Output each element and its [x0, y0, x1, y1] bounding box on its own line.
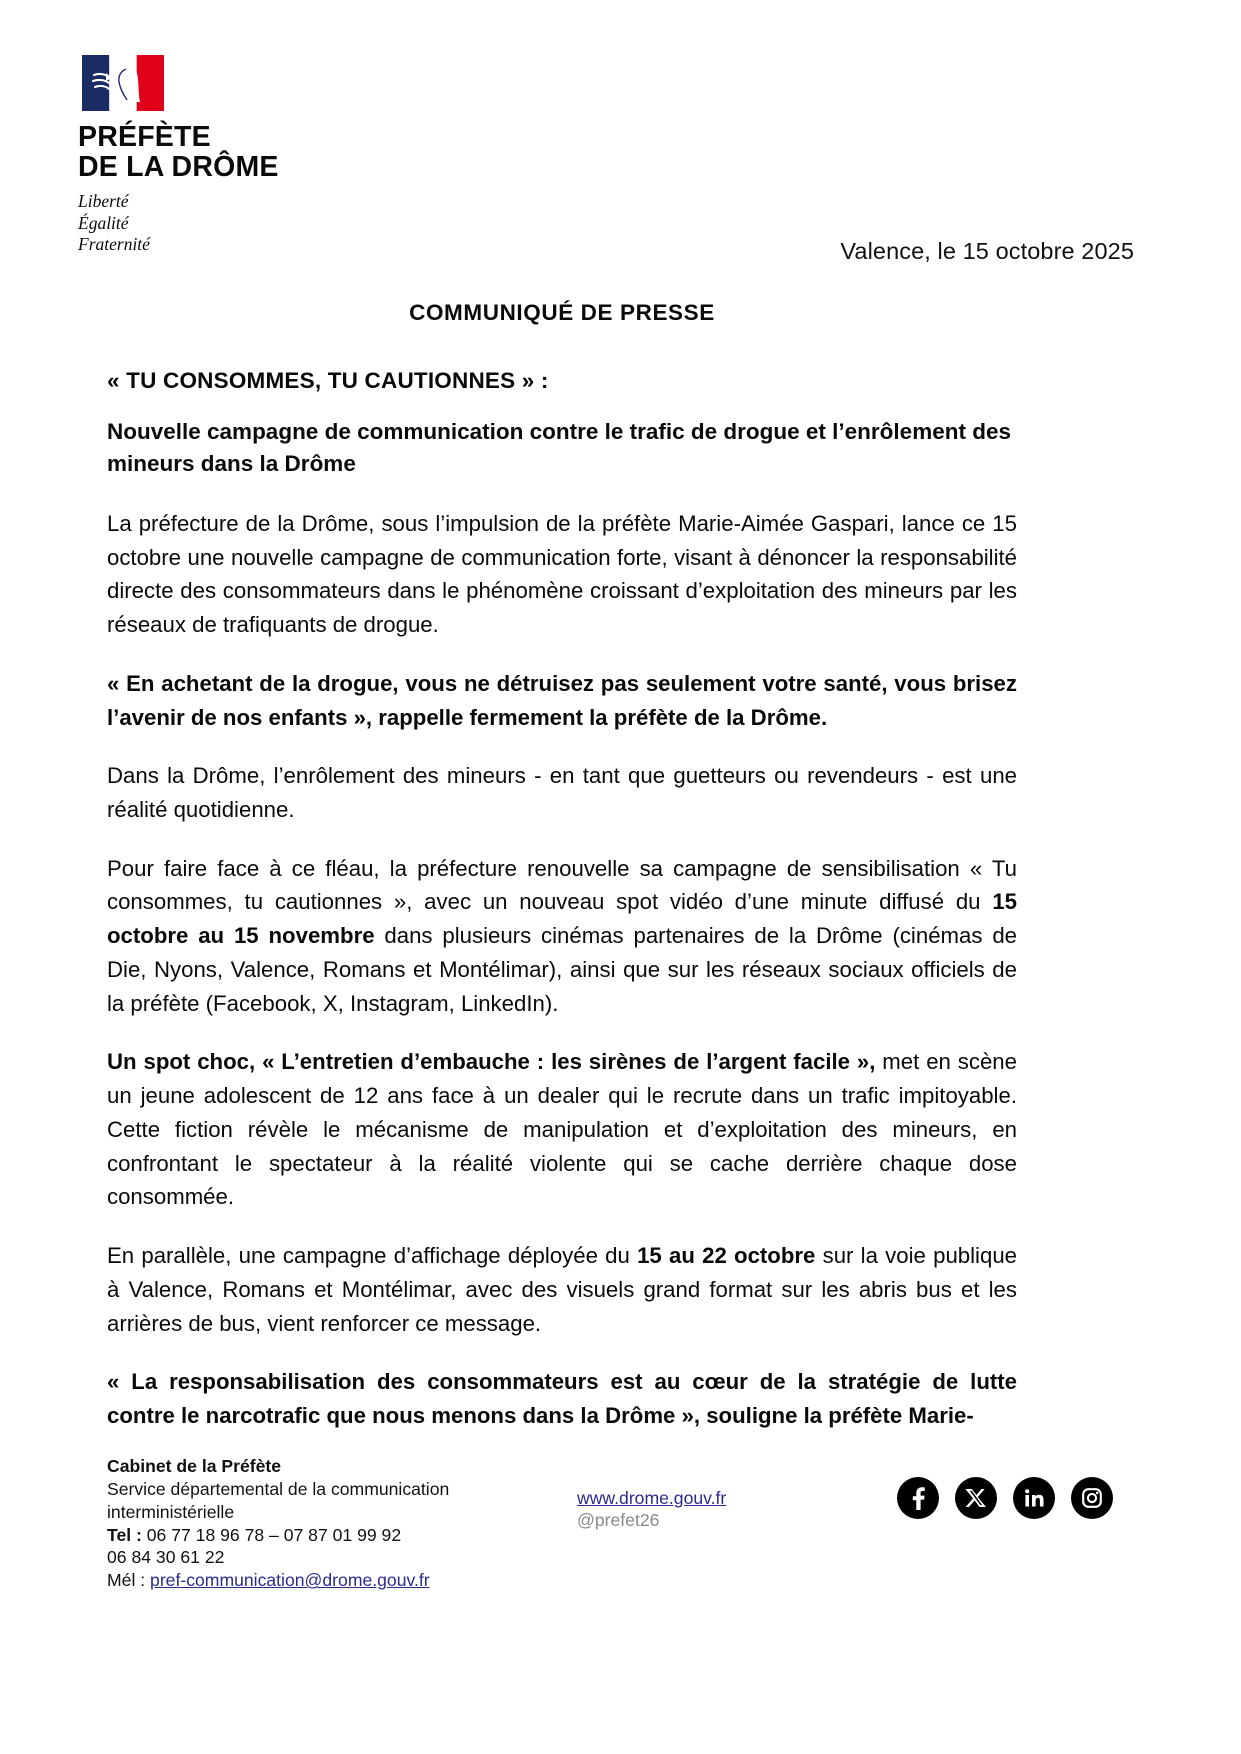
paragraph-6 — [107, 1239, 1017, 1340]
footer-office: Cabinet de la Préfète — [107, 1456, 282, 1476]
date-line: Valence, le 15 octobre 2025 — [840, 238, 1134, 264]
footer-tel-value: 06 77 18 96 78 – 07 87 01 99 92 — [146, 1524, 402, 1545]
facebook-icon[interactable] — [897, 1477, 939, 1519]
paragraph-4-dates: 15 octobre au 15 novembre — [107, 889, 1017, 949]
footer-mail-link[interactable]: pref-communication@drome.gouv.fr — [150, 1570, 430, 1591]
paragraph-2-quote: « En achetant de la drogue, vous ne détruisez pas seulement votre santé, vous brisez l’avenir de nos enfants », rappelle fermement la préfète de la Drôme. — [107, 670, 1017, 730]
paragraph-4-part1: Pour faire face à ce fléau, la préfecture renouvelle sa campagne de sensibilisation « Tu consommes, tu cautionnes », avec un nouveau spot vidéo d’une minute diffusé du — [107, 855, 1017, 915]
paragraph-7-quote: « La responsabilisation des consommateurs est au cœur de la stratégie de lutte contre le narcotrafic que nous menons dans la Drôme », souligne la préfète Marie- — [107, 1369, 1017, 1429]
footer-tel-row — [107, 1524, 577, 1547]
footer-service-line2: interministérielle — [107, 1501, 235, 1522]
paragraph-5-lead: Un spot choc, « L’entretien d’embauche : les sirènes de l’argent facile », — [107, 1049, 876, 1075]
footer-mail-row — [107, 1569, 577, 1592]
instagram-icon[interactable] — [1071, 1477, 1113, 1519]
linkedin-icon[interactable] — [1013, 1477, 1055, 1519]
paragraph-3: Dans la Drôme, l’enrôlement des mineurs - en tant que guetteurs ou revendeurs - est une réalité quotidienne. — [107, 763, 1017, 823]
paragraph-5 — [107, 1045, 1017, 1214]
paragraph-6-part1: En parallèle, une campagne d’affichage déployée du — [107, 1243, 638, 1269]
letterhead-title-line1: PRÉFÈTE — [78, 121, 211, 153]
footer-tel-label: Tel : — [107, 1524, 142, 1545]
letterhead-logo — [78, 55, 398, 255]
footer-mail-label: Mél : — [107, 1570, 146, 1591]
footer-contact-block — [107, 1455, 577, 1592]
motto-fraternite: Fraternité — [78, 234, 150, 255]
letterhead-title-line2: DE LA DRÔME — [78, 151, 279, 184]
footer-website-link[interactable]: www.drome.gouv.fr — [577, 1488, 727, 1508]
footer-website-row — [577, 1487, 827, 1509]
footer-social-icons — [827, 1455, 1137, 1519]
motto-egalite: Égalité — [78, 212, 129, 233]
footer-links-block — [577, 1455, 827, 1531]
paragraph-5-rest: met en scène un jeune adolescent de 12 ans face à un dealer qui le recrute dans un trafic impitoyable. Cette fiction révèle le mécanisme de manipulation et d’exploitation des mineurs, en confrontant le spectateur à la réalité violente qui se cache derrière chaque dose consommée. — [107, 1049, 1017, 1210]
page-title: COMMUNIQUÉ DE PRESSE — [409, 300, 715, 325]
paragraph-1: La préfecture de la Drôme, sous l’impulsion de la préfète Marie-Aimée Gaspari, lance ce 15 octobre une nouvelle campagne de communication forte, visant à dénoncer la responsabilité directe des consommateurs dans le phénomène croissant d’exploitation des mineurs par les réseaux de trafiquants de drogue. — [107, 510, 1017, 638]
motto-liberte: Liberté — [78, 191, 129, 212]
paragraph-6-dates: 15 au 22 octobre — [637, 1243, 816, 1269]
paragraph-4 — [107, 852, 1017, 1021]
page-footer — [107, 1455, 1137, 1592]
document-kicker: « TU CONSOMMES, TU CAUTIONNES » : — [107, 368, 549, 393]
document-body — [107, 300, 1017, 1433]
footer-service-line1: Service départemental de la communication — [107, 1478, 450, 1499]
x-twitter-icon[interactable] — [955, 1477, 997, 1519]
footer-tel-secondary: 06 84 30 61 22 — [107, 1547, 225, 1568]
french-republic-marianne-flag-icon — [82, 55, 164, 111]
paragraph-4-part2: dans plusieurs cinémas partenaires de la Drôme (cinémas de Die, Nyons, Valence, Romans et Montélimar), ainsi que sur les réseaux sociaux officiels de la préfète (Facebook, X, Instagram, LinkedIn). — [107, 923, 1017, 1016]
paragraph-6-part2: sur la voie publique à Valence, Romans et Montélimar, avec des visuels grand format sur les abris bus et les arrières de bus, vient renforcer ce message. — [107, 1243, 1017, 1336]
document-subtitle: Nouvelle campagne de communication contre le trafic de drogue et l’enrôlement des mineurs dans la Drôme — [107, 419, 1011, 476]
letterhead-title — [78, 122, 398, 182]
footer-social-handle: @prefet26 — [577, 1510, 660, 1531]
